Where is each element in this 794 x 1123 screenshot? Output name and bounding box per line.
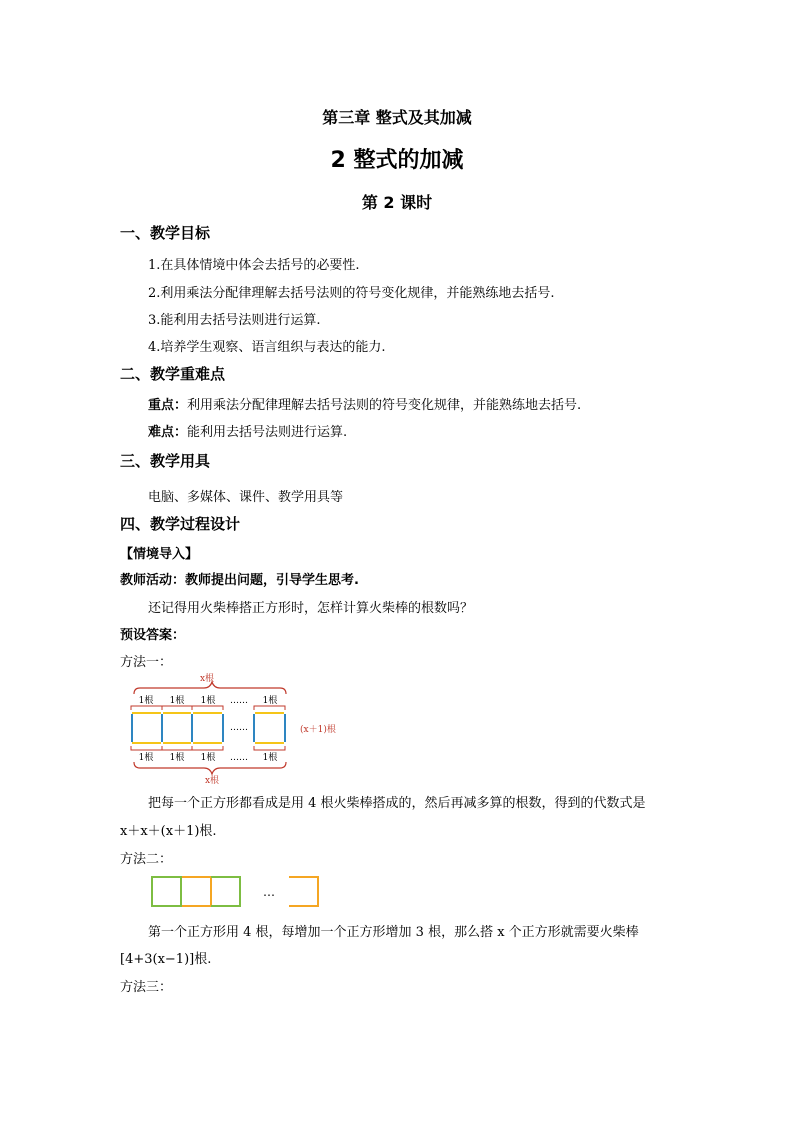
tools-heading: 三、教学用具 xyxy=(120,452,211,470)
top-brace-label: x根 xyxy=(199,674,215,684)
matchstick-squares xyxy=(132,713,285,743)
bottom-label: 1根 xyxy=(138,753,154,763)
teacher-activity: 教师活动：教师提出问题，引导学生思考. xyxy=(120,573,359,588)
intro-label: 【情境导入】 xyxy=(120,547,199,562)
method1-expression: x＋x＋(x＋1)根. xyxy=(120,824,217,839)
middle-dots: …… xyxy=(230,723,248,733)
bottom-label: 1根 xyxy=(262,753,278,763)
difficult-point xyxy=(148,421,347,440)
goal-item: 3.能利用去括号法则进行运算. xyxy=(148,313,321,328)
bottom-label: …… xyxy=(230,753,248,763)
goal-item: 2.利用乘法分配律理解去括号法则的符号变化规律，并能熟练地去括号. xyxy=(148,286,555,301)
process-heading: 四、教学过程设计 xyxy=(120,515,241,533)
method1-text: 把每一个正方形都看成是用 4 根火柴棒搭成的，然后再减多算的根数，得到的代数式是 xyxy=(148,796,646,811)
method2-label: 方法二： xyxy=(120,852,173,867)
method1-label: 方法一： xyxy=(120,655,173,670)
matchstick-figure-2 xyxy=(148,874,324,910)
goal-item: 4.培养学生观察、语言组织与表达的能力. xyxy=(148,340,386,355)
side-label: (x＋1)根 xyxy=(300,725,336,735)
top-label: …… xyxy=(230,696,248,706)
keypoints-heading: 二、教学重难点 xyxy=(120,365,226,383)
answer-label: 预设答案： xyxy=(120,628,186,643)
bottom-brace-label: x根 xyxy=(204,776,220,784)
key-point-text: 利用乘法分配律理解去括号法则的符号变化规律，并能熟练地去括号. xyxy=(187,398,582,413)
bottom-label: 1根 xyxy=(200,753,216,763)
bottom-label: 1根 xyxy=(169,753,185,763)
question-text: 还记得用火柴棒搭正方形时，怎样计算火柴棒的根数吗？ xyxy=(148,601,474,616)
chapter-title: 第三章 整式及其加减 xyxy=(322,108,472,127)
method2-text: 第一个正方形用 4 根，每增加一个正方形增加 3 根，那么搭 x 个正方形就需要火柴棒 xyxy=(148,925,639,940)
section-title: 2 整式的加减 xyxy=(330,148,464,173)
top-label: 1根 xyxy=(262,696,278,706)
difficult-point-label: 难点： xyxy=(148,425,188,440)
top-label: 1根 xyxy=(169,696,185,706)
lesson-title: 第 2 课时 xyxy=(361,193,433,212)
top-label: 1根 xyxy=(200,696,216,706)
key-point-label: 重点： xyxy=(148,398,188,413)
key-point xyxy=(148,394,581,413)
tools-text: 电脑、多媒体、课件、教学用具等 xyxy=(148,490,344,505)
top-label: 1根 xyxy=(138,696,154,706)
goal-item: 1.在具体情境中体会去括号的必要性. xyxy=(148,258,360,273)
difficult-point-text: 能利用去括号法则进行运算. xyxy=(187,425,348,440)
bottom-brace xyxy=(134,762,286,774)
goals-heading: 一、教学目标 xyxy=(120,224,211,242)
method3-label: 方法三： xyxy=(120,980,173,995)
method2-expression: [4+3(x−1)]根. xyxy=(120,952,212,967)
figure2-dots: … xyxy=(263,885,275,899)
matchstick-figure-1 xyxy=(128,672,358,784)
